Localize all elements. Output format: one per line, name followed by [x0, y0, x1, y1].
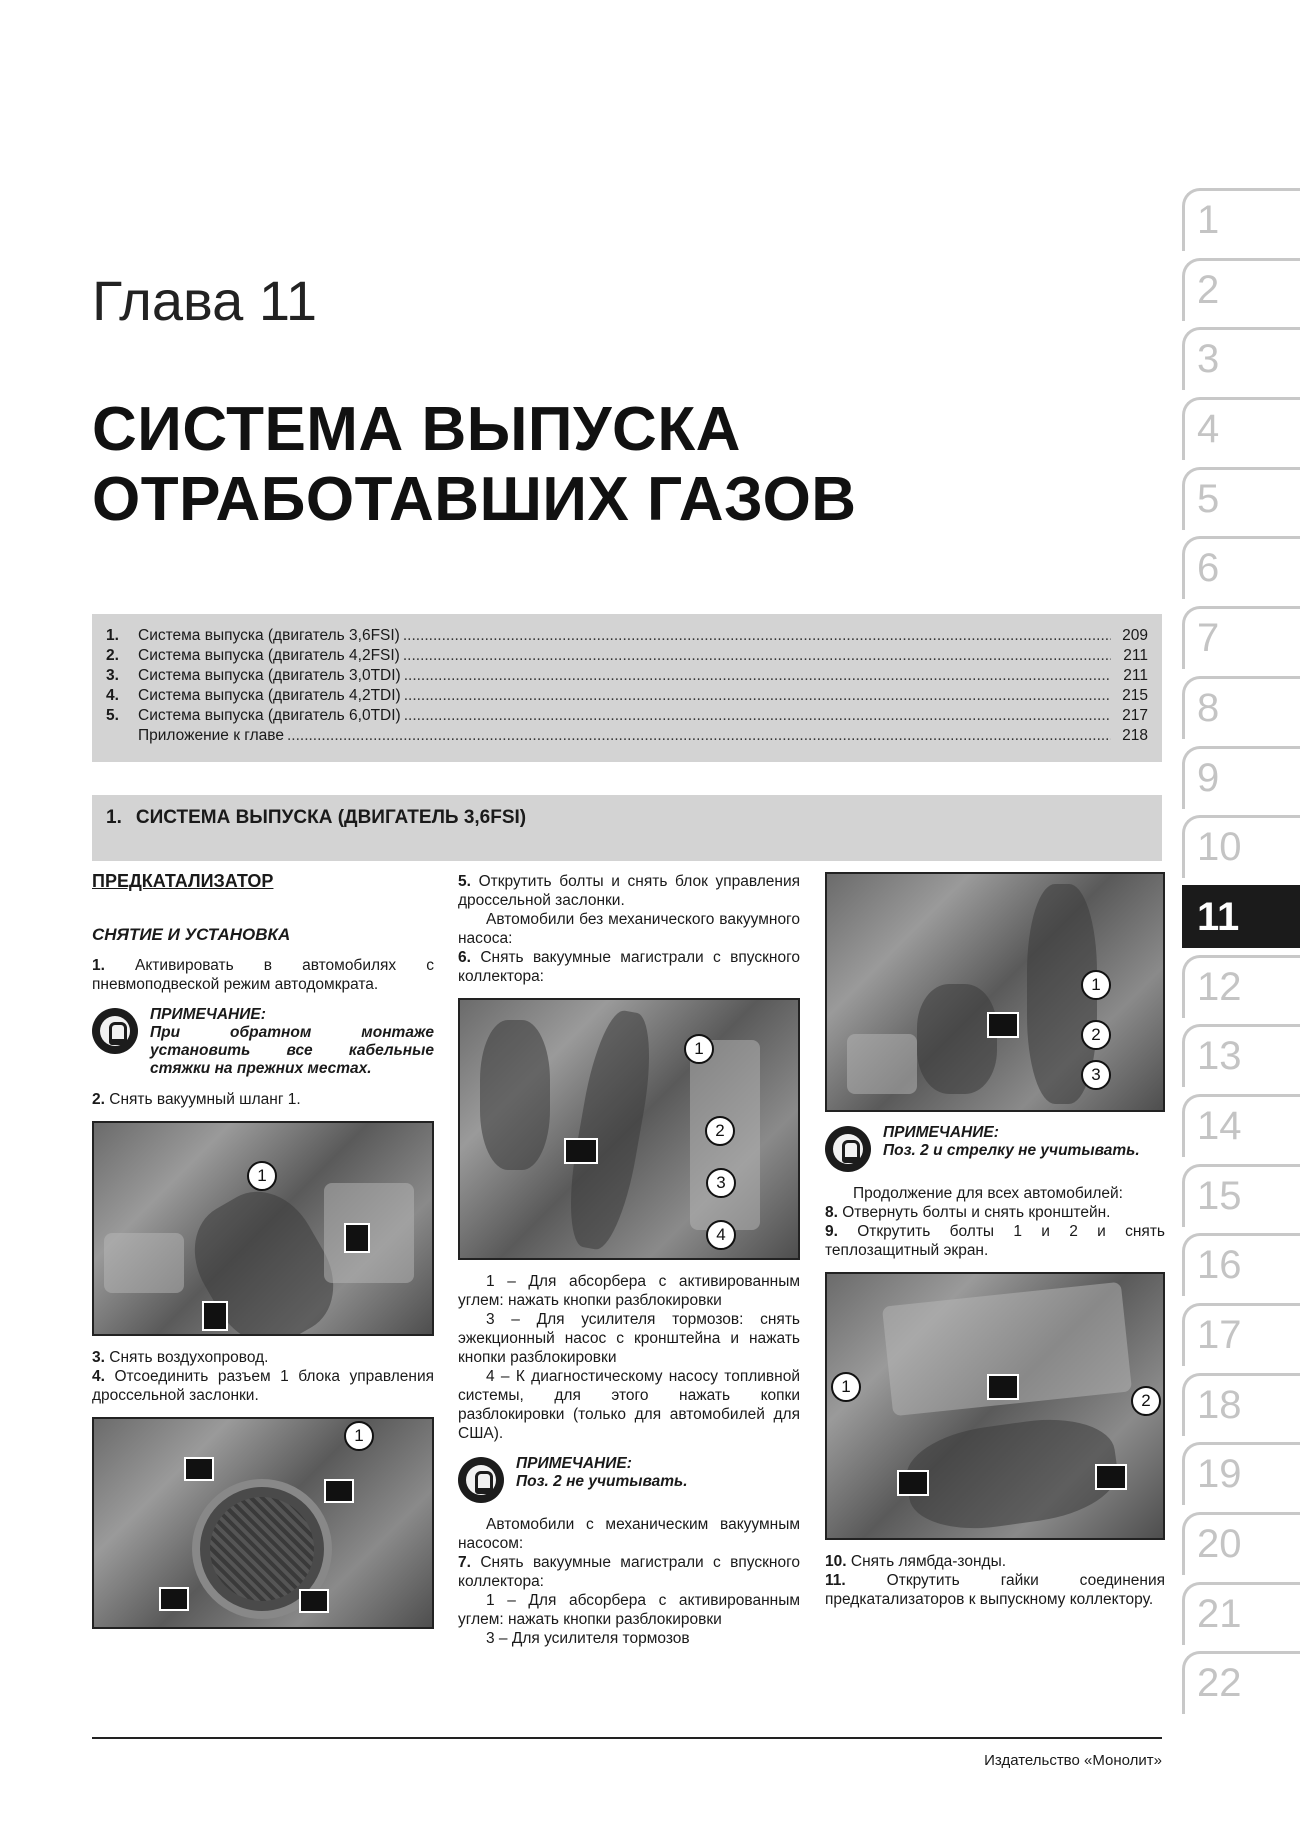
step-2: 2. Снять вакуумный шланг 1.	[92, 1091, 301, 1108]
toc-leader-dots	[404, 666, 1111, 686]
step-5: 5. Открутить болты и снять блок управления дроссельной заслонки.	[458, 873, 800, 909]
callout-1: 1	[831, 1372, 861, 1402]
toc-entry[interactable]	[106, 726, 1148, 746]
step-7: 7. Снять вакуумные магистрали с впускного коллектора:	[458, 1554, 801, 1590]
step-1: 1. Активировать в автомобилях с пневмоподвеской режим автодомкрата.	[92, 957, 434, 993]
chapter-tab-13[interactable]: 13	[1182, 1024, 1300, 1087]
callout-1: 1	[247, 1161, 277, 1191]
chapter-tab-22[interactable]: 22	[1182, 1651, 1300, 1714]
chapter-title-line1: СИСТЕМА ВЫПУСКА	[92, 395, 741, 464]
toc-entry-title: Приложение к главе	[138, 727, 284, 744]
toc-entry-page: 215	[1122, 687, 1148, 704]
chapter-title-line2: ОТРАБОТАВШИХ ГАЗОВ	[92, 465, 857, 534]
toc-entry[interactable]	[106, 706, 1148, 726]
table-of-contents	[92, 614, 1162, 762]
chapter-tab-19[interactable]: 19	[1182, 1442, 1300, 1505]
chapter-tab-11[interactable]: 11	[1182, 885, 1300, 948]
toc-entry-page: 211	[1123, 667, 1148, 684]
toc-leader-dots	[404, 686, 1111, 706]
legend-item-3: 3 – Для усилителя тормозов: снять эжекционный насос с кронштейна и нажать кнопки разблокировки	[458, 1311, 800, 1366]
toc-entry-title: Система выпуска (двигатель 4,2FSI)	[138, 647, 400, 664]
chapter-tab-20[interactable]: 20	[1182, 1512, 1300, 1575]
chapter-title	[92, 395, 857, 535]
toc-entry-page: 209	[1122, 627, 1148, 644]
note-1: ПРИМЕЧАНИЕ: При обратном монтаже установить все кабельные стяжки на прежних местах.	[92, 1006, 434, 1078]
callout-2: 2	[705, 1116, 735, 1146]
para-mech-pump: Автомобили с механическим вакуумным насосом:	[458, 1516, 800, 1552]
engine-photo-vacuum-hose	[92, 1121, 434, 1336]
chapter-tab-7[interactable]: 7	[1182, 606, 1300, 669]
chapter-tab-21[interactable]: 21	[1182, 1582, 1300, 1645]
footer-rule	[92, 1737, 1162, 1739]
toc-leader-dots	[404, 706, 1111, 726]
callout-1: 1	[344, 1421, 374, 1451]
heading-precatalyst: ПРЕДКАТАЛИЗАТОР	[92, 871, 274, 891]
toc-leader-dots	[287, 726, 1111, 746]
callout-3: 3	[1081, 1060, 1111, 1090]
toc-leader-dots	[403, 646, 1111, 666]
chapter-tab-8[interactable]: 8	[1182, 676, 1300, 739]
para-all-cars: Продолжение для всех автомобилей:	[853, 1185, 1123, 1202]
step-8: 8. Отвернуть болты и снять кронштейн.	[825, 1204, 1111, 1221]
chapter-tab-2[interactable]: 2	[1182, 258, 1300, 321]
chapter-tab-14[interactable]: 14	[1182, 1094, 1300, 1157]
section-title: СИСТЕМА ВЫПУСКА (ДВИГАТЕЛЬ 3,6FSI)	[135, 807, 527, 828]
callout-1: 1	[684, 1034, 714, 1064]
toc-entry-title: Система выпуска (двигатель 3,6FSI)	[138, 627, 400, 644]
callout-2: 2	[1081, 1020, 1111, 1050]
chapter-tab-17[interactable]: 17	[1182, 1303, 1300, 1366]
chapter-tab-18[interactable]: 18	[1182, 1373, 1300, 1436]
step-6: 6. Снять вакуумные магистрали с впускного коллектора:	[458, 949, 801, 985]
section-header	[92, 795, 1162, 861]
legend-item-3b: 3 – Для усилителя тормозов	[486, 1630, 690, 1647]
column-3	[825, 872, 1165, 1609]
para-no-mech-pump: Автомобили без механического вакуумного насоса:	[458, 911, 800, 947]
toc-entry-page: 218	[1122, 727, 1148, 744]
toc-entry[interactable]	[106, 626, 1148, 646]
chapter-tab-16[interactable]: 16	[1182, 1233, 1300, 1296]
callout-4: 4	[706, 1220, 736, 1250]
chapter-tab-15[interactable]: 15	[1182, 1164, 1300, 1227]
step-10: 10. Снять лямбда-зонды.	[825, 1553, 1007, 1570]
step-4: 4. Отсоединить разъем 1 блока управления дроссельной заслонки.	[92, 1368, 434, 1404]
chapter-tab-10[interactable]: 10	[1182, 815, 1300, 878]
callout-3: 3	[706, 1168, 736, 1198]
step-9: 9. Открутить болты 1 и 2 и снять теплозащитный экран.	[825, 1223, 1166, 1259]
toc-entry-page: 211	[1123, 647, 1148, 664]
legend-item-1b: 1 – Для абсорбера с активированным углем: нажать кнопки разблокировки	[458, 1592, 800, 1628]
note-3: ПРИМЕЧАНИЕ: Поз. 2 и стрелку не учитывать.	[825, 1124, 1165, 1172]
throttle-body-photo	[92, 1417, 434, 1629]
chapter-tab-9[interactable]: 9	[1182, 746, 1300, 809]
chapter-tab-3[interactable]: 3	[1182, 327, 1300, 390]
column-1	[92, 872, 434, 1641]
engine-bay-photo	[825, 872, 1165, 1112]
chapter-tab-1[interactable]: 1	[1182, 188, 1300, 251]
toc-entry-title: Система выпуска (двигатель 6,0TDI)	[138, 707, 401, 724]
chapter-label: Глава 11	[92, 269, 317, 332]
bulb-icon	[458, 1457, 504, 1503]
legend-item-4: 4 – К диагностическому насосу топливной системы, для этого нажать копки разблокировки (только для автомобилей для США).	[458, 1368, 800, 1442]
step-3: 3. Снять воздухопровод.	[92, 1349, 269, 1366]
toc-entry-number: 3.	[106, 667, 119, 684]
bulb-icon	[825, 1126, 871, 1172]
chapter-tab-12[interactable]: 12	[1182, 955, 1300, 1018]
toc-entry-page: 217	[1122, 707, 1148, 724]
toc-entry[interactable]	[106, 686, 1148, 706]
toc-entry[interactable]	[106, 646, 1148, 666]
toc-entry[interactable]	[106, 666, 1148, 686]
toc-leader-dots	[403, 626, 1111, 646]
subheading-removal: СНЯТИЕ И УСТАНОВКА	[92, 925, 291, 944]
chapter-tab-5[interactable]: 5	[1182, 467, 1300, 530]
toc-entry-number: 2.	[106, 647, 119, 664]
vacuum-lines-photo	[458, 998, 800, 1260]
section-number: 1.	[106, 807, 122, 828]
toc-entry-title: Система выпуска (двигатель 4,2TDI)	[138, 687, 401, 704]
chapter-tab-4[interactable]: 4	[1182, 397, 1300, 460]
note-2: ПРИМЕЧАНИЕ: Поз. 2 не учитывать.	[458, 1455, 800, 1503]
chapter-tabs	[1182, 188, 1300, 1721]
callout-2: 2	[1131, 1386, 1161, 1416]
publisher-name: Издательство «Монолит»	[984, 1752, 1162, 1769]
column-2	[458, 872, 800, 1648]
toc-entry-number: 4.	[106, 687, 119, 704]
toc-entry-number: 5.	[106, 707, 119, 724]
chapter-tab-6[interactable]: 6	[1182, 536, 1300, 599]
legend-item-1: 1 – Для абсорбера с активированным углем: нажать кнопки разблокировки	[458, 1273, 800, 1309]
toc-entry-number: 1.	[106, 627, 119, 644]
bulb-icon	[92, 1008, 138, 1054]
heat-shield-photo	[825, 1272, 1165, 1540]
callout-1: 1	[1081, 970, 1111, 1000]
toc-entry-title: Система выпуска (двигатель 3,0TDI)	[138, 667, 401, 684]
step-11: 11. Открутить гайки соединения предкатализаторов к выпускному коллектору.	[825, 1572, 1166, 1608]
